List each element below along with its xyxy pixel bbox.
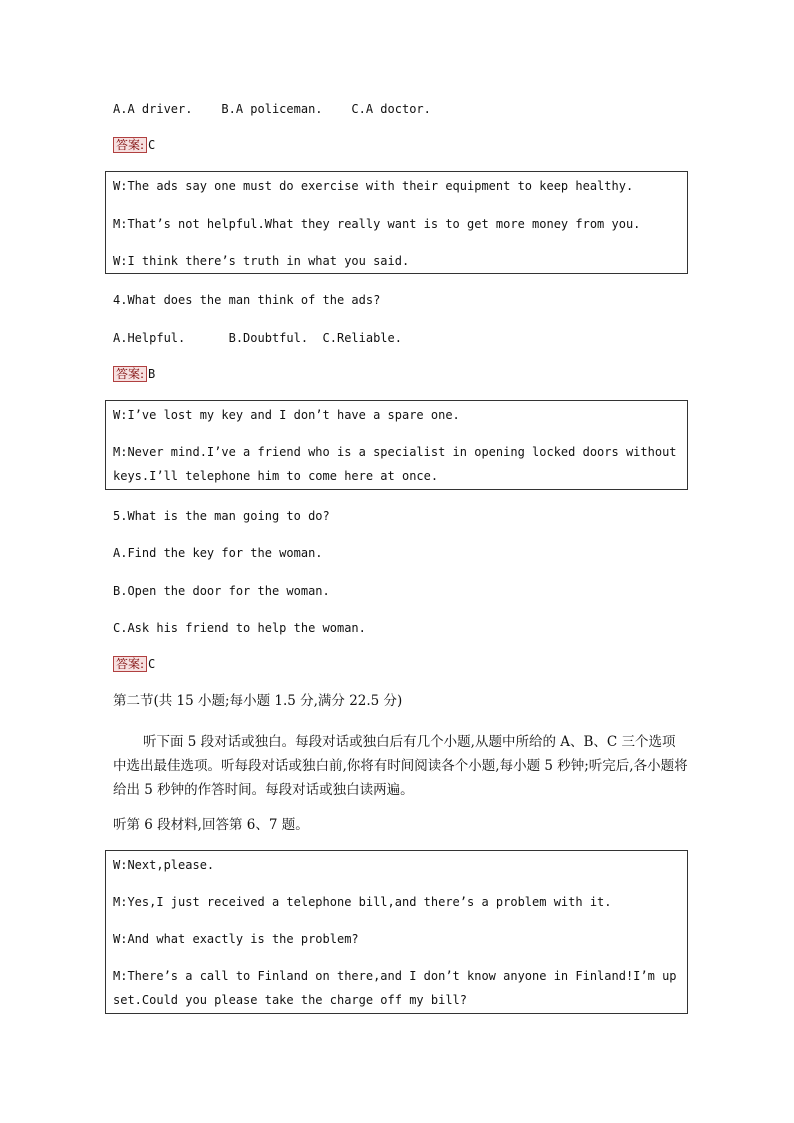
section-instructions: 听下面 5 段对话或独白。每段对话或独白后有几个小题,从题中所给的 A、B、C 三个选项中选出最佳选项。听每段对话或独白前,你将有时间阅读各个小题,每小题 5 秒钟;听完后,各小题将给出 5 秒钟的作答时间。每段对话或独白读两遍。 bbox=[113, 734, 688, 798]
q5-option-a: A.Find the key for the woman. bbox=[113, 546, 323, 560]
dialogue-box-6 bbox=[105, 850, 688, 1014]
dialogue-line: W:And what exactly is the problem? bbox=[113, 932, 359, 946]
answer-value: B bbox=[148, 367, 156, 381]
dialogue-line: W:I’ve lost my key and I don’t have a spare one. bbox=[113, 408, 460, 422]
question-5: 5.What is the man going to do? bbox=[113, 509, 330, 523]
dialogue-line: W:Next,please. bbox=[113, 858, 215, 872]
answer-value: C bbox=[148, 138, 156, 152]
dialogue-box-5 bbox=[105, 400, 688, 490]
q4-options: A.Helpful. B.Doubtful. C.Reliable. bbox=[113, 331, 402, 345]
section-heading: 第二节(共 15 小题;每小题 1.5 分,满分 22.5 分) bbox=[113, 693, 403, 709]
material-6-heading: 听第 6 段材料,回答第 6、7 题。 bbox=[113, 817, 309, 833]
answer-label: 答案: bbox=[113, 656, 147, 672]
answer-label: 答案: bbox=[113, 137, 147, 153]
q3-options: A.A driver. B.A policeman. C.A doctor. bbox=[113, 102, 431, 116]
dialogue-line: M:That’s not helpful.What they really want is to get more money from you. bbox=[113, 217, 641, 231]
dialogue-line: M:There’s a call to Finland on there,and I don’t know anyone in Finland!I’m upset.Could you please take the charge off my bill? bbox=[113, 969, 677, 1007]
answer-value: C bbox=[148, 657, 156, 671]
answer-4 bbox=[113, 366, 155, 382]
dialogue-line: M:Yes,I just received a telephone bill,and there’s a problem with it. bbox=[113, 895, 612, 909]
dialogue-line: W:I think there’s truth in what you said. bbox=[113, 254, 410, 268]
answer-3 bbox=[113, 137, 155, 153]
answer-label: 答案: bbox=[113, 366, 147, 382]
q5-option-b: B.Open the door for the woman. bbox=[113, 584, 330, 598]
dialogue-line: W:The ads say one must do exercise with their equipment to keep healthy. bbox=[113, 179, 634, 193]
dialogue-line: M:Never mind.I’ve a friend who is a specialist in opening locked doors without keys.I’ll telephone him to come here at once. bbox=[113, 445, 677, 483]
dialogue-box-4 bbox=[105, 171, 688, 274]
question-4: 4.What does the man think of the ads? bbox=[113, 293, 381, 307]
q5-option-c: C.Ask his friend to help the woman. bbox=[113, 621, 366, 635]
answer-5 bbox=[113, 656, 155, 672]
